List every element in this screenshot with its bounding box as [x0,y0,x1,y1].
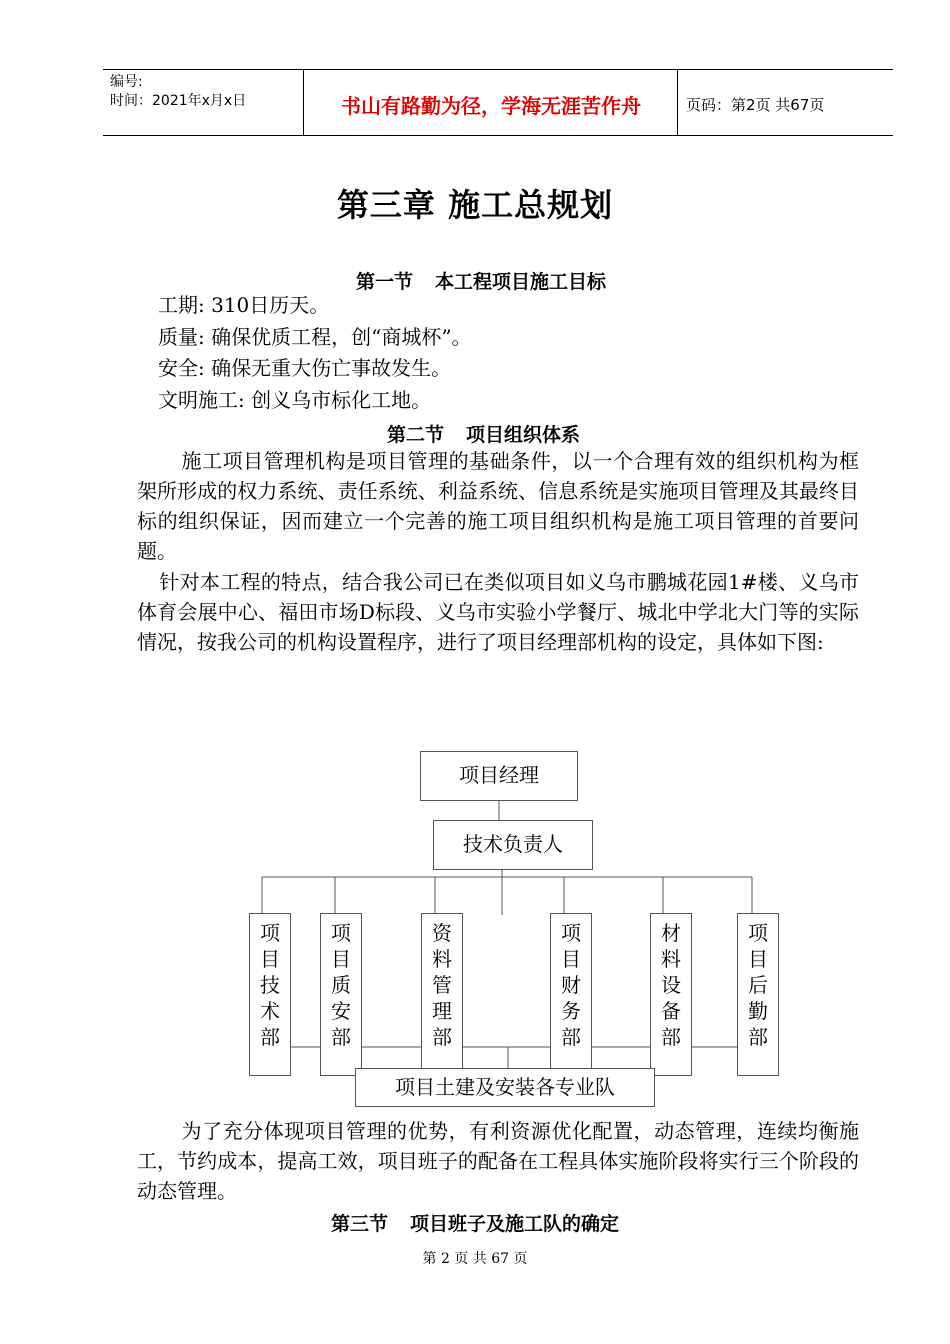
goal-item: 文明施工: 创义乌市标化工地。 [158,388,432,412]
paragraph-dynamic-management [137,1116,859,1206]
department-label-char: 术 [260,999,280,1023]
section3-heading [331,1209,619,1236]
department-label-char: 管 [432,973,452,997]
department-label [651,920,691,1050]
department-label-char: 质 [331,973,351,997]
section3-number: 第三节 [331,1213,389,1235]
org-node-department [650,913,692,1076]
department-label-char: 务 [561,999,581,1023]
department-label-char: 项 [331,921,351,945]
header-time-label: 时间：2021年x月x日 [110,93,247,109]
department-label-char: 设 [661,973,681,997]
department-label-char: 理 [432,999,452,1023]
department-label-char: 目 [260,947,280,971]
department-label-char: 目 [561,947,581,971]
department-label-char: 勤 [748,999,768,1023]
department-label-char: 技 [260,973,280,997]
department-label [321,920,361,1050]
section2-number: 第二节 [387,424,445,446]
org-node-department [550,913,592,1076]
department-label-char: 安 [331,999,351,1023]
org-node-department [320,913,362,1076]
paragraph-text: 施工项目管理机构是项目管理的基础条件，以一个合理有效的组织机构为框架所形成的权力系统、责任系统、利益系统、信息系统是实施项目管理及其最终目标的组织保证，因而建立一个完善的施工项目组织机构是施工项目管理的首要问题。 [137,449,859,563]
department-label-char: 财 [561,973,581,997]
org-node-tech-lead: 技术负责人 [433,820,593,870]
org-node-teams: 项目土建及安装各专业队 [355,1068,655,1107]
department-label-char: 目 [331,947,351,971]
paragraph-text: 为了充分体现项目管理的优势，有利资源优化配置，动态管理，连续均衡施工，节约成本，提高工效，项目班子的配备在工程具体实施阶段将实行三个阶段的动态管理。 [137,1119,859,1203]
section1-title: 本工程项目施工目标 [435,271,607,293]
page-footer: 第 2 页 共 67 页 [422,1251,528,1267]
section2-title: 项目组织体系 [466,424,581,446]
goal-item: 工期: 310日历天。 [158,293,330,317]
department-label-char: 材 [661,921,681,945]
department-label-char: 部 [561,1025,581,1049]
department-label-char: 目 [748,947,768,971]
department-label-char: 料 [661,947,681,971]
department-label [422,920,462,1050]
department-label-char: 部 [260,1025,280,1049]
header-number-label: 编号: [110,74,143,90]
org-node-department [249,913,291,1076]
department-label-char: 部 [331,1025,351,1049]
goal-item: 质量: 确保优质工程，创“商城杯”。 [158,325,472,349]
department-label-char: 部 [748,1025,768,1049]
department-label-char: 项 [748,921,768,945]
department-label-char: 部 [432,1025,452,1049]
header-page-info: 页码：第2页 共67页 [686,96,825,114]
department-label-char: 部 [661,1025,681,1049]
header-motto: 书山有路勤为径，学海无涯苦作舟 [341,94,641,118]
department-label-char: 后 [748,973,768,997]
department-label [250,920,290,1050]
chapter-title: 第三章 施工总规划 [336,186,614,224]
org-node-department [421,913,463,1076]
paragraph-text: 针对本工程的特点，结合我公司已在类似项目如义乌市鹏城花园1#楼、义乌市体育会展中心、福田市场D标段、义乌市实验小学餐厅、城北中学北大门等的实际情况，按我公司的机构设置程序，进行了项目经理部机构的设定，具体如下图: [137,570,859,654]
department-label-char: 备 [661,999,681,1023]
department-label-char: 资 [432,921,452,945]
section1-number: 第一节 [356,271,414,293]
goal-item: 安全: 确保无重大伤亡事故发生。 [158,356,452,380]
org-node-department [737,913,779,1076]
department-label [738,920,778,1050]
section3-title: 项目班子及施工队的确定 [410,1213,620,1235]
org-node-manager: 项目经理 [420,751,578,801]
department-label [551,920,591,1050]
department-label-char: 项 [561,921,581,945]
department-label-char: 料 [432,947,452,971]
department-label-char: 项 [260,921,280,945]
